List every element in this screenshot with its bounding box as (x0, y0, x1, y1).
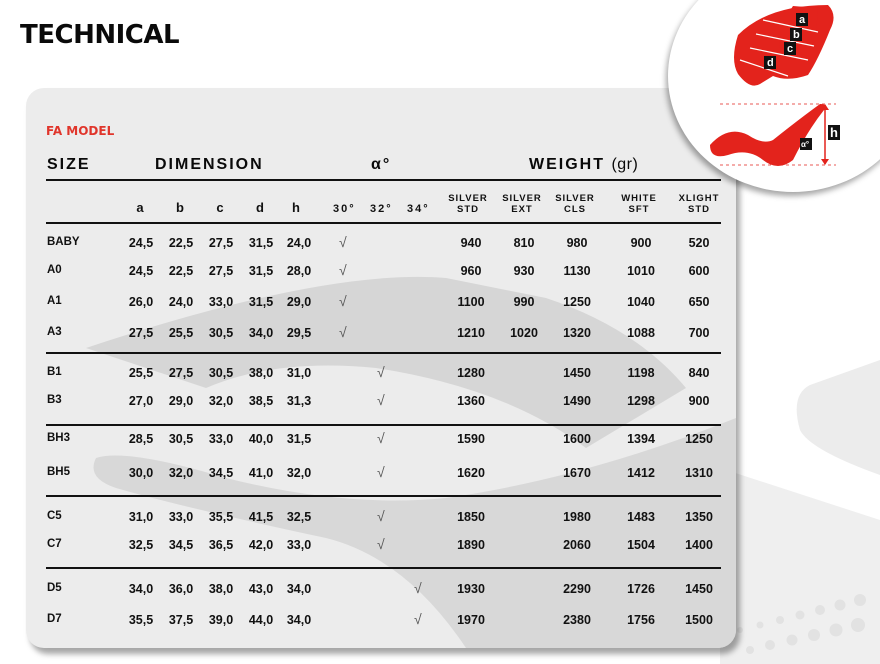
weight-cell: 600 (688, 264, 710, 278)
col-b: b (176, 200, 184, 215)
check-icon: √ (377, 430, 385, 446)
weight-cell: 1250 (563, 295, 591, 309)
size-cell: BH3 (47, 432, 71, 444)
weight-cell: 1010 (627, 264, 655, 278)
table-row (26, 394, 736, 414)
dimension-cell: 38,0 (208, 582, 234, 596)
weight-cell: 990 (513, 295, 535, 309)
weight-cell: 1890 (457, 538, 485, 552)
weight-cell: 520 (688, 236, 710, 250)
dimension-cell: 30,5 (168, 432, 194, 446)
weight-cell: 1088 (627, 326, 655, 340)
check-icon: √ (339, 234, 347, 250)
label-angle: α° (801, 140, 810, 149)
dimension-cell: 24,5 (128, 264, 154, 278)
dimension-cell: 32,5 (286, 510, 312, 524)
dimension-cell: 36,5 (208, 538, 234, 552)
table-row (26, 613, 736, 633)
weight-cell: 1250 (685, 432, 713, 446)
weight-cell: 1450 (685, 582, 713, 596)
col-silver-ext: SILVER EXT (502, 193, 542, 215)
dimension-cell: 31,3 (286, 394, 312, 408)
table-row (26, 264, 736, 284)
weight-cell: 980 (566, 236, 588, 250)
dimension-cell: 30,5 (208, 366, 234, 380)
size-cell: A0 (47, 264, 62, 276)
dimension-cell: 40,0 (248, 432, 274, 446)
check-icon: √ (414, 580, 422, 596)
dimension-cell: 31,5 (248, 264, 274, 278)
dimension-cell: 32,0 (168, 466, 194, 480)
size-cell: C5 (47, 510, 62, 522)
col-h: h (292, 200, 300, 215)
model-label: FA MODEL (46, 124, 115, 138)
col-d: d (256, 200, 264, 215)
dimension-cell: 34,0 (286, 613, 312, 627)
weight-cell: 700 (688, 326, 710, 340)
weight-cell: 1590 (457, 432, 485, 446)
dimension-cell: 32,5 (128, 538, 154, 552)
weight-cell: 1483 (627, 510, 655, 524)
dimension-cell: 22,5 (168, 264, 194, 278)
seat-diagram (668, 0, 880, 192)
dimension-cell: 27,5 (208, 264, 234, 278)
size-cell: A1 (47, 295, 62, 307)
dimension-cell: 34,5 (168, 538, 194, 552)
size-cell: D7 (47, 613, 62, 625)
dimension-cell: 34,5 (208, 466, 234, 480)
header-dimension: DIMENSION (155, 156, 264, 173)
weight-cell: 1726 (627, 582, 655, 596)
weight-cell: 1040 (627, 295, 655, 309)
weight-cell: 650 (688, 295, 710, 309)
dimension-cell: 38,0 (248, 366, 274, 380)
group-divider (46, 352, 721, 354)
check-icon: √ (339, 262, 347, 278)
weight-cell: 2290 (563, 582, 591, 596)
dimension-cell: 31,0 (286, 366, 312, 380)
size-cell: BH5 (47, 466, 71, 478)
dimension-cell: 34,0 (248, 326, 274, 340)
dimension-cell: 33,0 (208, 432, 234, 446)
col-silver-std: SILVER STD (448, 193, 488, 215)
weight-cell: 1490 (563, 394, 591, 408)
subheader-divider (46, 222, 721, 224)
size-cell: A3 (47, 326, 62, 338)
table-row (26, 538, 736, 558)
dimension-cell: 27,5 (208, 236, 234, 250)
dimension-cell: 28,0 (286, 264, 312, 278)
table-row (26, 510, 736, 530)
col-30deg: 30° (333, 203, 356, 215)
label-h: h (830, 125, 838, 140)
group-divider (46, 424, 721, 426)
dimension-cell: 32,0 (208, 394, 234, 408)
header-weight-unit: (gr) (611, 156, 639, 173)
dimension-cell: 35,5 (128, 613, 154, 627)
dimension-cell: 33,0 (208, 295, 234, 309)
dimension-cell: 25,5 (168, 326, 194, 340)
weight-cell: 1756 (627, 613, 655, 627)
weight-cell: 2060 (563, 538, 591, 552)
weight-cell: 960 (460, 264, 482, 278)
dimension-cell: 31,5 (248, 236, 274, 250)
weight-cell: 1320 (563, 326, 591, 340)
dimension-cell: 41,5 (248, 510, 274, 524)
size-cell: BABY (47, 236, 80, 248)
weight-cell: 1394 (627, 432, 655, 446)
weight-cell: 1600 (563, 432, 591, 446)
size-cell: B3 (47, 394, 62, 406)
col-c: c (216, 200, 224, 215)
dimension-cell: 24,5 (128, 236, 154, 250)
dimension-cell: 32,0 (286, 466, 312, 480)
check-icon: √ (377, 392, 385, 408)
dimension-cell: 27,0 (128, 394, 154, 408)
dimension-cell: 36,0 (168, 582, 194, 596)
label-c: c (787, 43, 794, 55)
dimension-cell: 24,0 (168, 295, 194, 309)
table-row (26, 326, 736, 346)
page-title: TECHNICAL (20, 20, 180, 50)
dimension-cell: 43,0 (248, 582, 274, 596)
label-d: d (767, 57, 774, 69)
table-row (26, 366, 736, 386)
weight-cell: 900 (630, 236, 652, 250)
size-cell: D5 (47, 582, 62, 594)
header-divider (46, 179, 721, 181)
dimension-cell: 33,0 (286, 538, 312, 552)
header-angle: α° (371, 156, 392, 173)
header-weight-label: WEIGHT (529, 156, 605, 173)
dimension-cell: 34,0 (286, 582, 312, 596)
dimension-cell: 31,0 (128, 510, 154, 524)
col-silver-cls: SILVER CLS (555, 193, 595, 215)
dimension-cell: 29,0 (286, 295, 312, 309)
weight-cell: 1504 (627, 538, 655, 552)
label-b: b (793, 29, 800, 41)
dimension-cell: 38,5 (248, 394, 274, 408)
weight-cell: 930 (513, 264, 535, 278)
weight-cell: 1500 (685, 613, 713, 627)
weight-cell: 2380 (563, 613, 591, 627)
weight-cell: 1198 (627, 366, 655, 380)
col-a: a (136, 200, 144, 215)
group-divider (46, 567, 721, 569)
weight-cell: 1310 (685, 466, 713, 480)
check-icon: √ (377, 508, 385, 524)
check-icon: √ (339, 324, 347, 340)
check-icon: √ (377, 364, 385, 380)
weight-cell: 1970 (457, 613, 485, 627)
dimension-cell: 33,0 (168, 510, 194, 524)
table-row (26, 466, 736, 486)
seat-illustration (668, 0, 880, 200)
check-icon: √ (377, 464, 385, 480)
weight-cell: 900 (688, 394, 710, 408)
dimension-cell: 37,5 (168, 613, 194, 627)
dimension-cell: 29,5 (286, 326, 312, 340)
check-icon: √ (377, 536, 385, 552)
dimension-cell: 28,5 (128, 432, 154, 446)
weight-cell: 810 (513, 236, 535, 250)
weight-cell: 1210 (457, 326, 485, 340)
dimension-cell: 26,0 (128, 295, 154, 309)
weight-cell: 1850 (457, 510, 485, 524)
table-row (26, 236, 736, 256)
check-icon: √ (339, 293, 347, 309)
dimension-cell: 35,5 (208, 510, 234, 524)
size-cell: C7 (47, 538, 62, 550)
dimension-cell: 27,5 (168, 366, 194, 380)
dimension-cell: 44,0 (248, 613, 274, 627)
header-size: SIZE (47, 156, 91, 173)
spec-table-card (26, 88, 736, 648)
col-white-sft: WHITE SFT (621, 193, 657, 215)
weight-cell: 1020 (510, 326, 538, 340)
dimension-cell: 27,5 (128, 326, 154, 340)
weight-cell: 1360 (457, 394, 485, 408)
weight-cell: 1130 (563, 264, 591, 278)
check-icon: √ (414, 611, 422, 627)
table-row (26, 432, 736, 452)
dimension-cell: 24,0 (286, 236, 312, 250)
weight-cell: 1930 (457, 582, 485, 596)
size-cell: B1 (47, 366, 62, 378)
dimension-cell: 31,5 (286, 432, 312, 446)
weight-cell: 1400 (685, 538, 713, 552)
weight-cell: 1298 (627, 394, 655, 408)
label-a: a (799, 14, 806, 26)
table-row (26, 295, 736, 315)
col-34deg: 34° (407, 203, 430, 215)
dimension-cell: 22,5 (168, 236, 194, 250)
weight-cell: 1980 (563, 510, 591, 524)
dimension-cell: 39,0 (208, 613, 234, 627)
weight-cell: 1280 (457, 366, 485, 380)
dimension-cell: 30,5 (208, 326, 234, 340)
weight-cell: 1412 (627, 466, 655, 480)
weight-cell: 1670 (563, 466, 591, 480)
dimension-cell: 29,0 (168, 394, 194, 408)
dimension-cell: 41,0 (248, 466, 274, 480)
dimension-cell: 25,5 (128, 366, 154, 380)
dimension-cell: 34,0 (128, 582, 154, 596)
weight-cell: 1450 (563, 366, 591, 380)
group-divider (46, 495, 721, 497)
weight-cell: 1350 (685, 510, 713, 524)
dimension-cell: 30,0 (128, 466, 154, 480)
col-32deg: 32° (370, 203, 393, 215)
dimension-cell: 42,0 (248, 538, 274, 552)
weight-cell: 940 (460, 236, 482, 250)
col-xlight-std: XLIGHT STD (678, 193, 720, 215)
weight-cell: 840 (688, 366, 710, 380)
dimension-cell: 31,5 (248, 295, 274, 309)
weight-cell: 1620 (457, 466, 485, 480)
table-row (26, 582, 736, 602)
weight-cell: 1100 (457, 295, 485, 309)
header-weight (529, 156, 638, 174)
